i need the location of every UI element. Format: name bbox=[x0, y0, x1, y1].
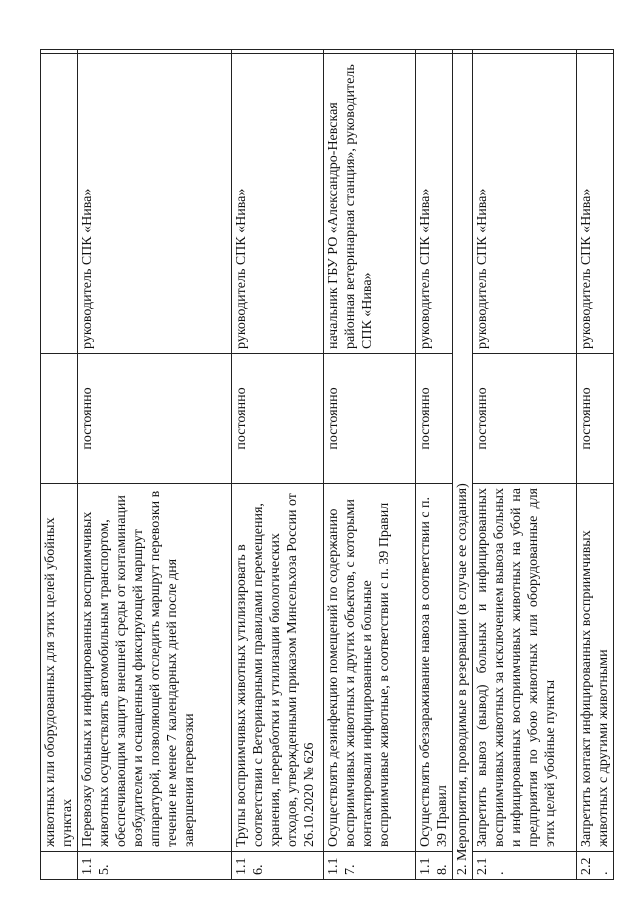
row-responsible: руководитель СПК «Нива» bbox=[78, 54, 232, 354]
row-responsible: руководитель СПК «Нива» bbox=[232, 54, 324, 354]
row-task: Запретить контакт инфицированных восприимчивых животных с другими животными bbox=[577, 484, 614, 852]
row-number: 2.2. bbox=[577, 852, 614, 880]
row-number: 1.15. bbox=[78, 852, 232, 880]
table-row bbox=[324, 50, 416, 880]
row-number: 2.1. bbox=[473, 852, 577, 880]
row-term: постоянно bbox=[473, 354, 577, 484]
row-edge bbox=[473, 50, 577, 54]
table-row bbox=[416, 50, 453, 880]
row-task: Запретить вывоз (вывод) больных и инфицированных восприимчивых животных за исключением вывоза больных и инфицированных восприимчивых животных на убой на предприятия по убою животных или оборудованные для этих целей убойные пункты bbox=[473, 484, 577, 852]
table-row bbox=[41, 50, 78, 880]
row-task: животных или оборудованных для этих целей убойных пунктах bbox=[41, 484, 78, 852]
row-number: 1.16. bbox=[232, 852, 324, 880]
row-edge bbox=[577, 50, 614, 54]
row-task: Трупы восприимчивых животных утилизировать в соответствии с Ветеринарными правилами перемещения, хранения, переработки и утилизации биологических отходов, утвержденными приказом Минсельхоза России от 26.10.2020 № 626 bbox=[232, 484, 324, 852]
table-row bbox=[232, 50, 324, 880]
section-title: 2. Мероприятия, проводимые в резервации (в случае ее создания) bbox=[453, 54, 473, 880]
row-number bbox=[41, 852, 78, 880]
rotated-page bbox=[40, 50, 611, 880]
row-responsible: руководитель СПК «Нива» bbox=[577, 54, 614, 354]
row-number: 1.17. bbox=[324, 852, 416, 880]
row-edge bbox=[232, 50, 324, 54]
row-term: постоянно bbox=[78, 354, 232, 484]
row-term: постоянно bbox=[577, 354, 614, 484]
row-task: Перевозку больных и инфицированных восприимчивых животных осуществлять автомобильным транспортом, обеспечивающим защиту внешней среды от контаминации возбудителем и оснащенным фиксирующей маршрут аппаратурой, позволяющей отследить маршрут перевозки в течение не менее 7 календарных дней после дня завершения перевозки bbox=[78, 484, 232, 852]
row-edge bbox=[324, 50, 416, 54]
row-responsible bbox=[41, 54, 78, 354]
row-task: Осуществлять обеззараживание навоза в соответствии с п. 39 Правил bbox=[416, 484, 453, 852]
row-term bbox=[41, 354, 78, 484]
measures-table bbox=[40, 49, 614, 880]
row-term: постоянно bbox=[416, 354, 453, 484]
section-row bbox=[453, 50, 473, 880]
row-edge bbox=[78, 50, 232, 54]
table-row bbox=[473, 50, 577, 880]
table-row bbox=[78, 50, 232, 880]
row-number: 1.18. bbox=[416, 852, 453, 880]
row-term: постоянно bbox=[324, 354, 416, 484]
row-responsible: руководитель СПК «Нива» bbox=[473, 54, 577, 354]
row-edge bbox=[453, 50, 473, 54]
row-term: постоянно bbox=[232, 354, 324, 484]
row-edge bbox=[41, 50, 78, 54]
row-responsible: руководитель СПК «Нива» bbox=[416, 54, 453, 354]
table-row bbox=[577, 50, 614, 880]
row-responsible: начальник ГБУ РО «Александро-Невская районная ветеринарная станция», руководитель СПК «Нива» bbox=[324, 54, 416, 354]
row-task: Осуществлять дезинфекцию помещений по содержанию восприимчивых животных и других объектов, с которыми контактировали инфицированные и больные восприимчивые животные, в соответствии с п. 39 Правил bbox=[324, 484, 416, 852]
row-edge bbox=[416, 50, 453, 54]
